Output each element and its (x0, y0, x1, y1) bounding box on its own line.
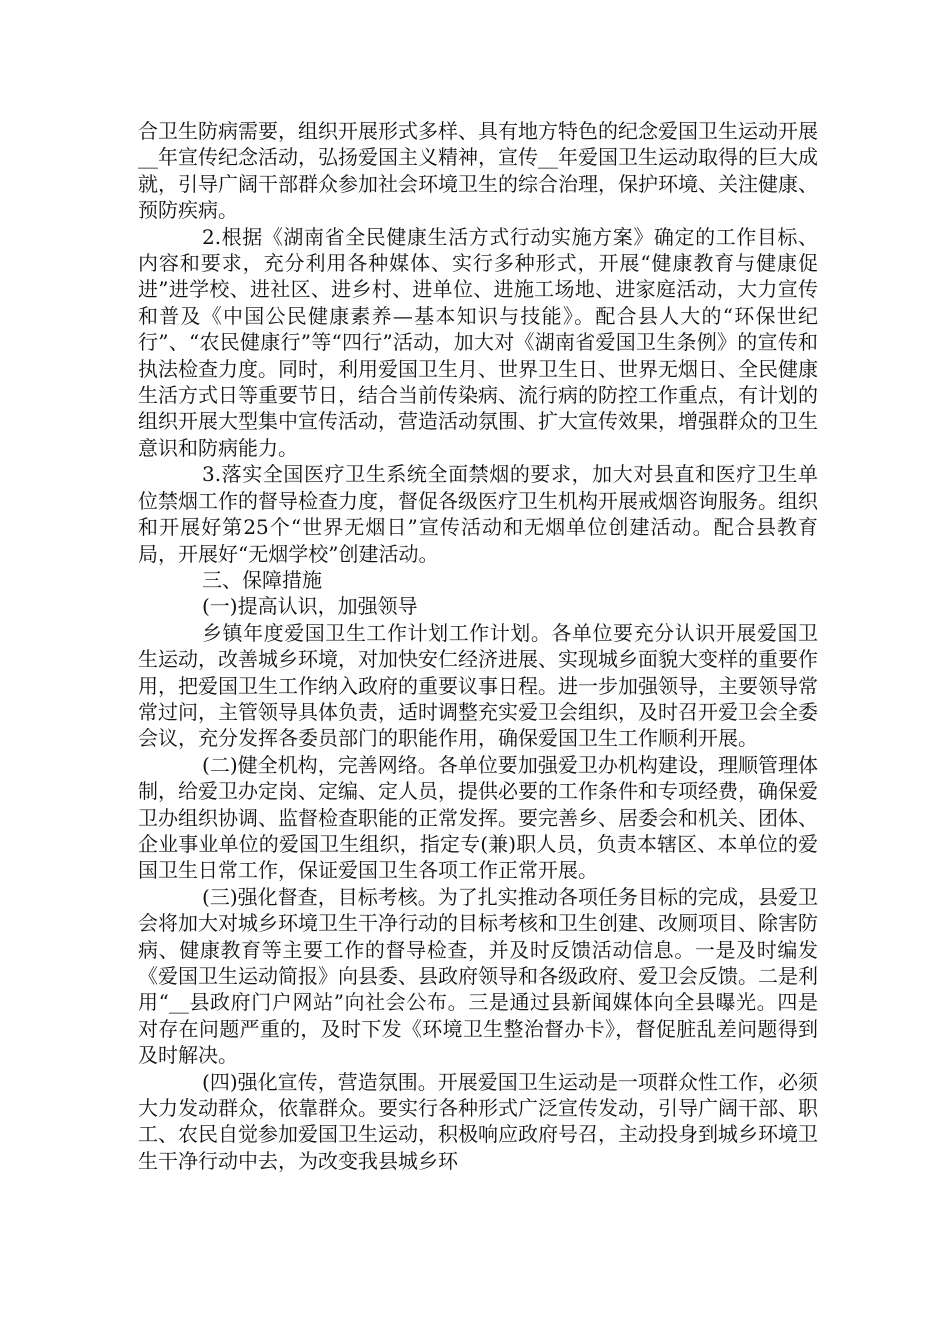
paragraph-9: (四)强化宣传，营造氛围。开展爱国卫生运动是一项群众性工作，必须大力发动群众，依靠群众。要实行各种形式广泛宣传发动，引导广阔干部、职工、农民自觉参加爱国卫生运动，积极响应政府号召，主动投身到城乡环境卫生干净行动中去，为改变我县城乡环 (138, 1069, 818, 1173)
paragraph-6: 乡镇年度爱国卫生工作计划工作计划。各单位要充分认识开展爱国卫生运动，改善城乡环境，对加快安仁经济进展、实现城乡面貌大变样的重要作用，把爱国卫生工作纳入政府的重要议事日程。进一步加强领导，主要领导常常过问，主管领导具体负责，适时调整充实爱卫会组织，及时召开爱卫会全委会议，充分发挥各委员部门的职能作用，确保爱国卫生工作顺利开展。 (138, 620, 818, 751)
paragraph-3: 3.落实全国医疗卫生系统全面禁烟的要求，加大对县直和医疗卫生单位禁烟工作的督导检查力度，督促各级医疗卫生机构开展戒烟咨询服务。组织和开展好第25个“世界无烟日”宣传活动和无烟单位创建活动。配合县教育局，开展好“无烟学校”创建活动。 (138, 462, 818, 566)
document-body (138, 118, 818, 1174)
subsection-heading: (一)提高认识，加强领导 (202, 594, 418, 619)
paragraph-7: (二)健全机构，完善网络。各单位要加强爱卫办机构建设，理顺管理体制，给爱卫办定岗、定编、定人员，提供必要的工作条件和专项经费，确保爱卫办组织协调、监督检查职能的正常发挥。要完善乡、居委会和机关、团体、企业事业单位的爱国卫生组织，指定专(兼)职人员，负责本辖区、本单位的爱国卫生日常工作，保证爱国卫生各项工作正常开展。 (138, 752, 818, 883)
paragraph-2: 2.根据《湖南省全民健康生活方式行动实施方案》确定的工作目标、内容和要求，充分利用各种媒体、实行多种形式，开展“健康教育与健康促进”进学校、进社区、进乡村、进单位、进施工场地、进家庭活动，大力宣传和普及《中国公民健康素养—基本知识与技能》。配合县人大的“环保世纪行”、“农民健康行”等“四行”活动，加大对《湖南省爱国卫生条例》的宣传和执法检查力度。同时，利用爱国卫生月、世界卫生日、世界无烟日、全民健康生活方式日等重要节日，结合当前传染病、流行病的防控工作重点，有计划的组织开展大型集中宣传活动，营造活动氛围、扩大宣传效果，增强群众的卫生意识和防病能力。 (138, 224, 818, 460)
paragraph-1: 合卫生防病需要，组织开展形式多样、具有地方特色的纪念爱国卫生运动开展__年宣传纪念活动，弘扬爱国主义精神，宣传__年爱国卫生运动取得的巨大成就，引导广阔干部群众参加社会环境卫生的综合治理，保护环境、关注健康、预防疾病。 (138, 119, 818, 223)
section-heading: 三、保障措施 (202, 567, 322, 592)
paragraph-8: (三)强化督查，目标考核。为了扎实推动各项任务目标的完成，县爱卫会将加大对城乡环境卫生干净行动的目标考核和卫生创建、改厕项目、除害防病、健康教育等主要工作的督导检查，并及时反馈活动信息。一是及时编发《爱国卫生运动简报》向县委、县政府领导和各级政府、爱卫会反馈。二是利用“__县政府门户网站”向社会公布。三是通过县新闻媒体向全县曝光。四是对存在问题严重的，及时下发《环境卫生整治督办卡》，督促脏乱差问题得到及时解决。 (138, 884, 818, 1068)
